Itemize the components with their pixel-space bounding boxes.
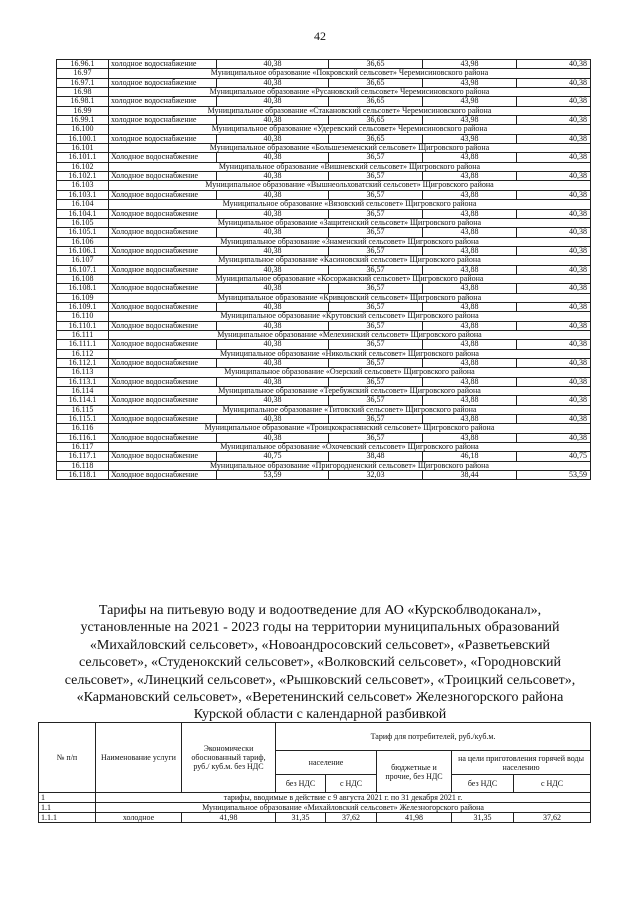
tariff-value: 43,98: [423, 60, 517, 69]
tariff-value: 40,38: [217, 284, 329, 293]
municipality-row: [57, 424, 591, 433]
row-number: 16.118.1: [57, 471, 109, 480]
header-pop-with-vat: с НДС: [326, 775, 377, 793]
municipality-name: Муниципальное образование «Стакановский сельсовет» Черемисиновского района: [109, 106, 591, 115]
tariff-value: 40,38: [517, 153, 591, 162]
municipality-name: Муниципальное образование «Касиновский сельсовет» Щигровского района: [109, 256, 591, 265]
municipality-row: [57, 443, 591, 452]
tariff-value: 40,38: [517, 415, 591, 424]
municipality-row: [57, 69, 591, 78]
tariff-value: 36,65: [329, 78, 423, 87]
service-name: Холодное водоснабжение: [109, 377, 217, 386]
tariff-value: 36,57: [329, 396, 423, 405]
row-number: 16.108: [57, 274, 109, 283]
row-number: 16.101: [57, 144, 109, 153]
row-number: 16.114: [57, 387, 109, 396]
tariff-value: 40,38: [217, 340, 329, 349]
tariff-value: 40,38: [517, 433, 591, 442]
row-number: 16.97: [57, 69, 109, 78]
municipality-row: [57, 200, 591, 209]
municipality-name: Муниципальное образование «Удеревский сельсовет» Черемисиновского района: [109, 125, 591, 134]
municipality-row: [57, 274, 591, 283]
tariff-value: 40,38: [217, 377, 329, 386]
row-number: 16.98: [57, 88, 109, 97]
municipality-row: [57, 237, 591, 246]
row-number: 16.96.1: [57, 60, 109, 69]
row-number: 16.102.1: [57, 172, 109, 181]
tariff-value: 40,38: [517, 396, 591, 405]
tariff-value: 43,88: [423, 396, 517, 405]
tariff-value: 36,57: [329, 228, 423, 237]
municipality-name: Муниципальное образование «Русановский сельсовет» Черемисиновского района: [109, 88, 591, 97]
service-name: Холодное водоснабжение: [109, 396, 217, 405]
tariff-value: 40,38: [217, 246, 329, 255]
municipality-row: [57, 181, 591, 190]
row-number: 16.107: [57, 256, 109, 265]
municipality-row: [57, 162, 591, 171]
service-name: Холодное водоснабжение: [109, 415, 217, 424]
tariff-value: 43,88: [423, 359, 517, 368]
tariff-value: 36,57: [329, 340, 423, 349]
muni-row-text: Муниципальное образование «Михайловский сельсовет» Железногорского района: [96, 803, 591, 813]
row-number: 16.107.1: [57, 265, 109, 274]
service-name: Холодное водоснабжение: [109, 340, 217, 349]
row-number: 16.117.1: [57, 452, 109, 461]
tariff-value: 36,57: [329, 433, 423, 442]
service-name: Холодное водоснабжение: [109, 471, 217, 480]
tariff-value: 40,38: [217, 321, 329, 330]
tariff-value: 43,88: [423, 153, 517, 162]
municipality-name: Муниципальное образование «Теребужский сельсовет» Щигровского района: [109, 387, 591, 396]
row-number: 16.100: [57, 125, 109, 134]
row-number: 16.110.1: [57, 321, 109, 330]
municipality-row: [57, 405, 591, 414]
data-row-budget: 41,98: [377, 813, 452, 823]
tariff-value: 40,38: [517, 321, 591, 330]
data-row-pop-vat: 37,62: [326, 813, 377, 823]
header-economic-tariff: Экономически обоснованный тариф, руб./ куб.м. без НДС: [182, 723, 276, 793]
row-number: 16.111.1: [57, 340, 109, 349]
tariff-value: 38,44: [423, 471, 517, 480]
service-name: Холодное водоснабжение: [109, 190, 217, 199]
municipality-name: Муниципальное образование «Пригородненский сельсовет» Щигровского района: [109, 461, 591, 470]
tariff-value: 40,38: [217, 97, 329, 106]
data-row-service: холодное: [96, 813, 182, 823]
row-number: 16.110: [57, 312, 109, 321]
row-number: 16.106: [57, 237, 109, 246]
heading-line: сельсовет», «Студенокский сельсовет», «Волковский сельсовет», «Городновский: [79, 655, 561, 671]
header-hot-water: на цели приготовления горячей воды населению: [452, 751, 591, 775]
tariff-value: 36,57: [329, 359, 423, 368]
municipality-row: [57, 368, 591, 377]
tariff-value: 43,88: [423, 265, 517, 274]
tariff-value: 36,57: [329, 190, 423, 199]
tariff-value: 40,38: [517, 284, 591, 293]
municipality-name: Муниципальное образование «Никольский сельсовет» Щигровского района: [109, 349, 591, 358]
row-number: 16.101.1: [57, 153, 109, 162]
tariff-value: 43,88: [423, 246, 517, 255]
service-name: холодное водоснабжение: [109, 116, 217, 125]
data-row-hot-vat: 37,62: [514, 813, 591, 823]
row-number: 16.105.1: [57, 228, 109, 237]
row-number: 16.113.1: [57, 377, 109, 386]
header-hot-no-vat: без НДС: [452, 775, 514, 793]
row-number: 16.112: [57, 349, 109, 358]
tariff-value: 36,57: [329, 284, 423, 293]
service-name: Холодное водоснабжение: [109, 433, 217, 442]
tariff-value: 36,57: [329, 209, 423, 218]
tariff-table-bottom: [38, 722, 591, 823]
heading-line: «Кармановский сельсовет», «Веретенинский сельсовет» Железногорского района: [76, 690, 564, 706]
municipality-name: Муниципальное образование «Большеземенский сельсовет» Щигровского района: [109, 144, 591, 153]
table-row: [57, 433, 591, 442]
tariff-value: 43,88: [423, 340, 517, 349]
municipality-name: Муниципальное образование «Покровский сельсовет» Черемисиновского района: [109, 69, 591, 78]
tariff-value: 40,38: [217, 190, 329, 199]
municipality-name: Муниципальное образование «Кривцовский сельсовет» Щигровского района: [109, 293, 591, 302]
table-row: [57, 60, 591, 69]
row-number: 16.99.1: [57, 116, 109, 125]
service-name: Холодное водоснабжение: [109, 172, 217, 181]
tariff-value: 40,38: [517, 246, 591, 255]
municipality-name: Муниципальное образование «Вязовский сельсовет» Щигровского района: [109, 200, 591, 209]
municipality-row: [57, 293, 591, 302]
row-number: 16.105: [57, 218, 109, 227]
municipality-name: Муниципальное образование «Озерский сельсовет» Щигровского района: [109, 368, 591, 377]
tariff-value: 36,65: [329, 116, 423, 125]
table-row: [57, 153, 591, 162]
tariff-value: 40,38: [517, 78, 591, 87]
heading-line: Тарифы на питьевую воду и водоотведение для АО «Курскоблводоканал»,: [98, 603, 542, 618]
service-name: холодное водоснабжение: [109, 78, 217, 87]
service-name: Холодное водоснабжение: [109, 209, 217, 218]
municipality-row: [57, 144, 591, 153]
row-number: 16.118: [57, 461, 109, 470]
tariff-value: 36,65: [329, 60, 423, 69]
row-number: 16.116: [57, 424, 109, 433]
row-number: 16.108.1: [57, 284, 109, 293]
table-row: [57, 209, 591, 218]
municipality-row: [57, 387, 591, 396]
row-number: 16.117: [57, 443, 109, 452]
tariff-value: 36,57: [329, 172, 423, 181]
service-name: Холодное водоснабжение: [109, 228, 217, 237]
service-name: Холодное водоснабжение: [109, 284, 217, 293]
municipality-row: [57, 312, 591, 321]
tariff-value: 43,88: [423, 284, 517, 293]
table-row: [57, 134, 591, 143]
service-name: Холодное водоснабжение: [109, 359, 217, 368]
tariff-value: 36,57: [329, 321, 423, 330]
page-number: 42: [314, 29, 326, 43]
tariff-value: 43,88: [423, 209, 517, 218]
table-row: [57, 246, 591, 255]
tariff-value: 40,75: [217, 452, 329, 461]
row-number: 16.115.1: [57, 415, 109, 424]
row-number: 16.104: [57, 200, 109, 209]
tariff-value: 40,38: [217, 78, 329, 87]
table-row: [57, 97, 591, 106]
tariff-value: 43,98: [423, 116, 517, 125]
service-name: холодное водоснабжение: [109, 97, 217, 106]
header-consumer-tariff: Тариф для потребителей, руб./куб.м.: [276, 723, 591, 751]
municipality-name: Муниципальное образование «Защитенский сельсовет» Щигровского района: [109, 218, 591, 227]
tariff-value: 43,88: [423, 190, 517, 199]
municipality-name: Муниципальное образование «Знаменский сельсовет» Щигровского района: [109, 237, 591, 246]
tariff-value: 36,57: [329, 377, 423, 386]
tariff-value: 32,03: [329, 471, 423, 480]
data-row-pop-no-vat: 31,35: [276, 813, 326, 823]
section-heading: [28, 602, 612, 724]
period-row-text: тарифы, вводимые в действие с 9 августа 2021 г. по 31 декабря 2021 г.: [96, 793, 591, 803]
tariff-value: 40,38: [217, 396, 329, 405]
tariff-value: 40,38: [517, 302, 591, 311]
municipality-name: Муниципальное образование «Титовский сельсовет» Щигровского района: [109, 405, 591, 414]
tariff-value: 43,88: [423, 172, 517, 181]
tariff-value: 40,38: [517, 97, 591, 106]
tariff-value: 36,65: [329, 97, 423, 106]
row-number: 16.112.1: [57, 359, 109, 368]
tariff-value: 43,98: [423, 134, 517, 143]
tariff-value: 40,38: [517, 265, 591, 274]
municipality-row: [57, 88, 591, 97]
tariff-value: 36,57: [329, 265, 423, 274]
service-name: Холодное водоснабжение: [109, 302, 217, 311]
tariff-value: 40,38: [517, 172, 591, 181]
heading-line: «Михайловский сельсовет», «Новоандросовский сельсовет», «Разветьевский: [89, 637, 551, 653]
tariff-value: 40,38: [217, 60, 329, 69]
header-pop-no-vat: без НДС: [276, 775, 326, 793]
table-row: [57, 396, 591, 405]
tariff-table-top: [56, 59, 591, 480]
tariff-value: 40,38: [517, 377, 591, 386]
row-number: 16.102: [57, 162, 109, 171]
tariff-value: 43,88: [423, 377, 517, 386]
tariff-value: 40,38: [217, 116, 329, 125]
data-row-economic: 41,98: [182, 813, 276, 823]
tariff-value: 40,38: [217, 172, 329, 181]
row-number: 16.109.1: [57, 302, 109, 311]
tariff-value: 40,38: [217, 265, 329, 274]
tariff-value: 36,65: [329, 134, 423, 143]
row-number: 16.103: [57, 181, 109, 190]
tariff-value: 36,57: [329, 153, 423, 162]
heading-line: Курской области с календарной разбивкой: [193, 707, 447, 723]
service-name: Холодное водоснабжение: [109, 265, 217, 274]
tariff-value: 40,38: [217, 302, 329, 311]
municipality-name: Муниципальное образование «Крутовский сельсовет» Щигровского района: [109, 312, 591, 321]
row-number: 16.97.1: [57, 78, 109, 87]
municipality-row: [57, 256, 591, 265]
tariff-value: 40,38: [217, 134, 329, 143]
municipality-row: [57, 461, 591, 470]
table-row: [57, 452, 591, 461]
row-number: 16.116.1: [57, 433, 109, 442]
row-number: 16.111: [57, 330, 109, 339]
table-row: [57, 172, 591, 181]
tariff-value: 40,38: [517, 190, 591, 199]
table-row: [57, 78, 591, 87]
row-number: 16.98.1: [57, 97, 109, 106]
header-hot-with-vat: с НДС: [514, 775, 591, 793]
municipality-name: Муниципальное образование «Охочевский сельсовет» Щигровского района: [109, 443, 591, 452]
table-row: [57, 190, 591, 199]
service-name: холодное водоснабжение: [109, 60, 217, 69]
row-number: 16.109: [57, 293, 109, 302]
table-row: [57, 377, 591, 386]
tariff-value: 43,88: [423, 302, 517, 311]
row-number: 16.115: [57, 405, 109, 414]
service-name: Холодное водоснабжение: [109, 321, 217, 330]
tariff-value: 40,38: [217, 359, 329, 368]
tariff-value: 40,38: [217, 153, 329, 162]
tariff-value: 40,38: [517, 340, 591, 349]
municipality-name: Муниципальное образование «Мелехинский сельсовет» Щигровского района: [109, 330, 591, 339]
service-name: Холодное водоснабжение: [109, 153, 217, 162]
table-row: [57, 471, 591, 480]
tariff-value: 40,38: [217, 209, 329, 218]
data-row-hot-no-vat: 31,35: [452, 813, 514, 823]
municipality-name: Муниципальное образование «Вышнеольховатский сельсовет» Щигровского района: [109, 181, 591, 190]
header-population: население: [276, 751, 377, 775]
municipality-row: [57, 349, 591, 358]
table-row: [57, 415, 591, 424]
table-row: [57, 340, 591, 349]
heading-line: установленные на 2021 - 2023 годы на территории муниципальных образований: [80, 620, 560, 636]
row-number: 16.99: [57, 106, 109, 115]
table-row: [57, 284, 591, 293]
table-row: [57, 228, 591, 237]
table-row: [57, 359, 591, 368]
service-name: холодное водоснабжение: [109, 134, 217, 143]
period-row-num: 1: [39, 793, 96, 803]
tariff-value: 46,18: [423, 452, 517, 461]
row-number: 16.106.1: [57, 246, 109, 255]
service-name: Холодное водоснабжение: [109, 246, 217, 255]
tariff-value: 40,38: [217, 433, 329, 442]
tariff-value: 36,57: [329, 302, 423, 311]
tariff-value: 36,57: [329, 415, 423, 424]
row-number: 16.114.1: [57, 396, 109, 405]
municipality-row: [57, 125, 591, 134]
tariff-value: 43,98: [423, 78, 517, 87]
heading-line: сельсовет», «Линецкий сельсовет», «Рышковский сельсовет», «Троицкий сельсовет»,: [64, 672, 576, 688]
municipality-row: [57, 106, 591, 115]
service-name: Холодное водоснабжение: [109, 452, 217, 461]
municipality-name: Муниципальное образование «Вишневский сельсовет» Щигровского района: [109, 162, 591, 171]
tariff-value: 40,75: [517, 452, 591, 461]
tariff-value: 40,38: [217, 415, 329, 424]
municipality-name: Муниципальное образование «Троицкокраснянский сельсовет» Щигровского района: [109, 424, 591, 433]
row-number: 16.104.1: [57, 209, 109, 218]
tariff-value: 40,38: [517, 116, 591, 125]
municipality-name: Муниципальное образование «Косоржанский сельсовет» Щигровского района: [109, 274, 591, 283]
tariff-value: 38,48: [329, 452, 423, 461]
tariff-value: 53,59: [517, 471, 591, 480]
table-row: [57, 116, 591, 125]
table-row: [57, 321, 591, 330]
header-service: Наименование услуги: [96, 723, 182, 793]
tariff-value: 43,98: [423, 97, 517, 106]
municipality-row: [57, 218, 591, 227]
header-budget: бюджетные и прочие, без НДС: [377, 751, 452, 793]
data-row-num: 1.1.1: [39, 813, 96, 823]
tariff-value: 40,38: [217, 228, 329, 237]
muni-row-num: 1.1: [39, 803, 96, 813]
tariff-value: 36,57: [329, 246, 423, 255]
tariff-value: 40,38: [517, 228, 591, 237]
tariff-value: 43,88: [423, 228, 517, 237]
row-number: 16.103.1: [57, 190, 109, 199]
row-number: 16.113: [57, 368, 109, 377]
tariff-value: 40,38: [517, 359, 591, 368]
row-number: 16.100.1: [57, 134, 109, 143]
table-row: [57, 302, 591, 311]
tariff-value: 40,38: [517, 134, 591, 143]
municipality-row: [57, 330, 591, 339]
tariff-value: 43,88: [423, 433, 517, 442]
tariff-value: 53,59: [217, 471, 329, 480]
tariff-value: 40,38: [517, 60, 591, 69]
tariff-value: 43,88: [423, 321, 517, 330]
table-row: [57, 265, 591, 274]
tariff-value: 40,38: [517, 209, 591, 218]
tariff-value: 43,88: [423, 415, 517, 424]
header-num: № п/п: [39, 723, 96, 793]
